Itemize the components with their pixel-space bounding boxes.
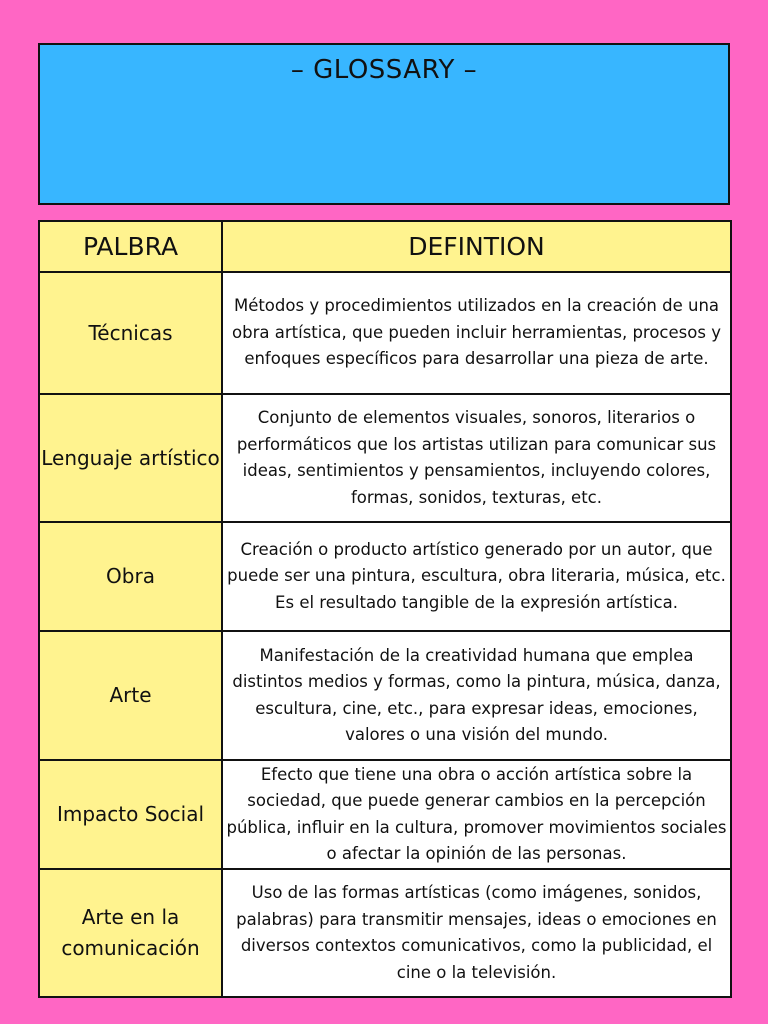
definition-cell: Manifestación de la creatividad humana que emplea distintos medios y formas, como la pintura, música, danza, escultura, cine, etc., para expresar ideas, emociones, valores o una visión del mundo. — [222, 631, 731, 760]
table-row — [39, 522, 731, 631]
glossary-table — [38, 220, 732, 998]
term-cell: Lenguaje artístico — [39, 394, 222, 522]
column-header-word: PALBRA — [39, 221, 222, 272]
table-row — [39, 394, 731, 522]
column-header-definition: DEFINTION — [222, 221, 731, 272]
page-title: – GLOSSARY – — [290, 55, 478, 85]
definition-cell: Uso de las formas artísticas (como imágenes, sonidos, palabras) para transmitir mensajes, ideas o emociones en diversos contextos comunicativos, como la publicidad, el cine o la televisión. — [222, 869, 731, 997]
table-row — [39, 272, 731, 394]
table-row — [39, 631, 731, 760]
table-header-row — [39, 221, 731, 272]
term-cell: Impacto Social — [39, 760, 222, 869]
definition-cell: Métodos y procedimientos utilizados en la creación de una obra artística, que pueden incluir herramientas, procesos y enfoques específicos para desarrollar una pieza de arte. — [222, 272, 731, 394]
table-row — [39, 760, 731, 869]
glossary-header — [38, 43, 730, 205]
definition-cell: Efecto que tiene una obra o acción artística sobre la sociedad, que puede generar cambios en la percepción pública, influir en la cultura, promover movimientos sociales o afectar la opinión de las personas. — [222, 760, 731, 869]
term-cell: Técnicas — [39, 272, 222, 394]
term-cell: Arte en la comunicación — [39, 869, 222, 997]
definition-cell: Creación o producto artístico generado por un autor, que puede ser una pintura, escultura, obra literaria, música, etc. Es el resultado tangible de la expresión artística. — [222, 522, 731, 631]
table-row — [39, 869, 731, 997]
definition-cell: Conjunto de elementos visuales, sonoros, literarios o performáticos que los artistas utilizan para comunicar sus ideas, sentimientos y pensamientos, incluyendo colores, formas, sonidos, texturas, etc. — [222, 394, 731, 522]
term-cell: Arte — [39, 631, 222, 760]
term-cell: Obra — [39, 522, 222, 631]
